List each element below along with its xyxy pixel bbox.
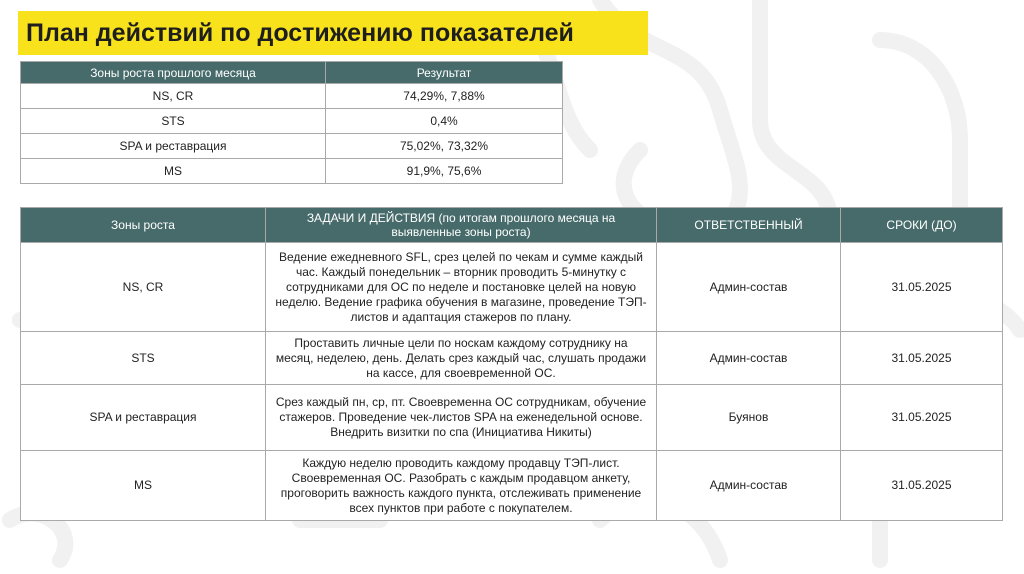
result-cell: 75,02%, 73,32% (326, 134, 563, 159)
growth-results-table (20, 61, 563, 184)
deadline-cell: 31.05.2025 (841, 451, 1003, 521)
deadline-cell: 31.05.2025 (841, 385, 1003, 451)
table-row (21, 159, 563, 184)
action-plan-table (20, 207, 1003, 521)
zone-cell: NS, CR (21, 243, 266, 332)
table-row (21, 134, 563, 159)
table-row (21, 84, 563, 109)
table-header-row (21, 62, 563, 84)
zone-cell: SPA и реставрация (21, 385, 266, 451)
result-cell: 91,9%, 75,6% (326, 159, 563, 184)
table-row (21, 451, 1003, 521)
task-cell: Срез каждый пн, ср, пт. Своевременна ОС сотрудникам, обучение стажеров. Проведение чек-листов SPA на еженедельной основе. Внедрить визитки по спа (Инициатива Никиты) (266, 385, 657, 451)
result-cell: 74,29%, 7,88% (326, 84, 563, 109)
deadline-cell: 31.05.2025 (841, 243, 1003, 332)
table-header-row (21, 208, 1003, 243)
owner-cell: Админ-состав (657, 451, 841, 521)
owner-cell: Буянов (657, 385, 841, 451)
table-row (21, 243, 1003, 332)
column-header-owner: ОТВЕТСТВЕННЫЙ (657, 208, 841, 243)
zone-cell: NS, CR (21, 84, 326, 109)
table-row (21, 109, 563, 134)
task-cell: Каждую неделю проводить каждому продавцу ТЭП-лист. Своевременная ОС. Разобрать с каждым продавцом анкету, проговорить важность каждого пункта, отслеживать применение всех пунктов при работе с покупателем. (266, 451, 657, 521)
zone-cell: STS (21, 332, 266, 385)
column-header-zone: Зоны роста прошлого месяца (21, 62, 326, 84)
column-header-tasks: ЗАДАЧИ И ДЕЙСТВИЯ (по итогам прошлого месяца на выявленные зоны роста) (266, 208, 657, 243)
column-header-result: Результат (326, 62, 563, 84)
table-row (21, 385, 1003, 451)
result-cell: 0,4% (326, 109, 563, 134)
column-header-deadline: СРОКИ (ДО) (841, 208, 1003, 243)
column-header-zone: Зоны роста (21, 208, 266, 243)
task-cell: Проставить личные цели по носкам каждому сотруднику на месяц, неделею, день. Делать срез каждый час, слушать продажи на кассе, для своевременной ОС. (266, 332, 657, 385)
owner-cell: Админ-состав (657, 243, 841, 332)
deadline-cell: 31.05.2025 (841, 332, 1003, 385)
zone-cell: STS (21, 109, 326, 134)
page-title: План действий по достижению показателей (18, 11, 648, 55)
zone-cell: MS (21, 159, 326, 184)
owner-cell: Админ-состав (657, 332, 841, 385)
task-cell: Ведение ежедневного SFL, срез целей по чекам и сумме каждый час. Каждый понедельник – вторник проводить 5-минутку с сотрудниками для ОС по неделе и постановке целей на новую неделю. Ведение графика обучения в магазине, проведение ТЭП-листов и адаптация стажеров по плану. (266, 243, 657, 332)
table-row (21, 332, 1003, 385)
zone-cell: SPA и реставрация (21, 134, 326, 159)
zone-cell: MS (21, 451, 266, 521)
